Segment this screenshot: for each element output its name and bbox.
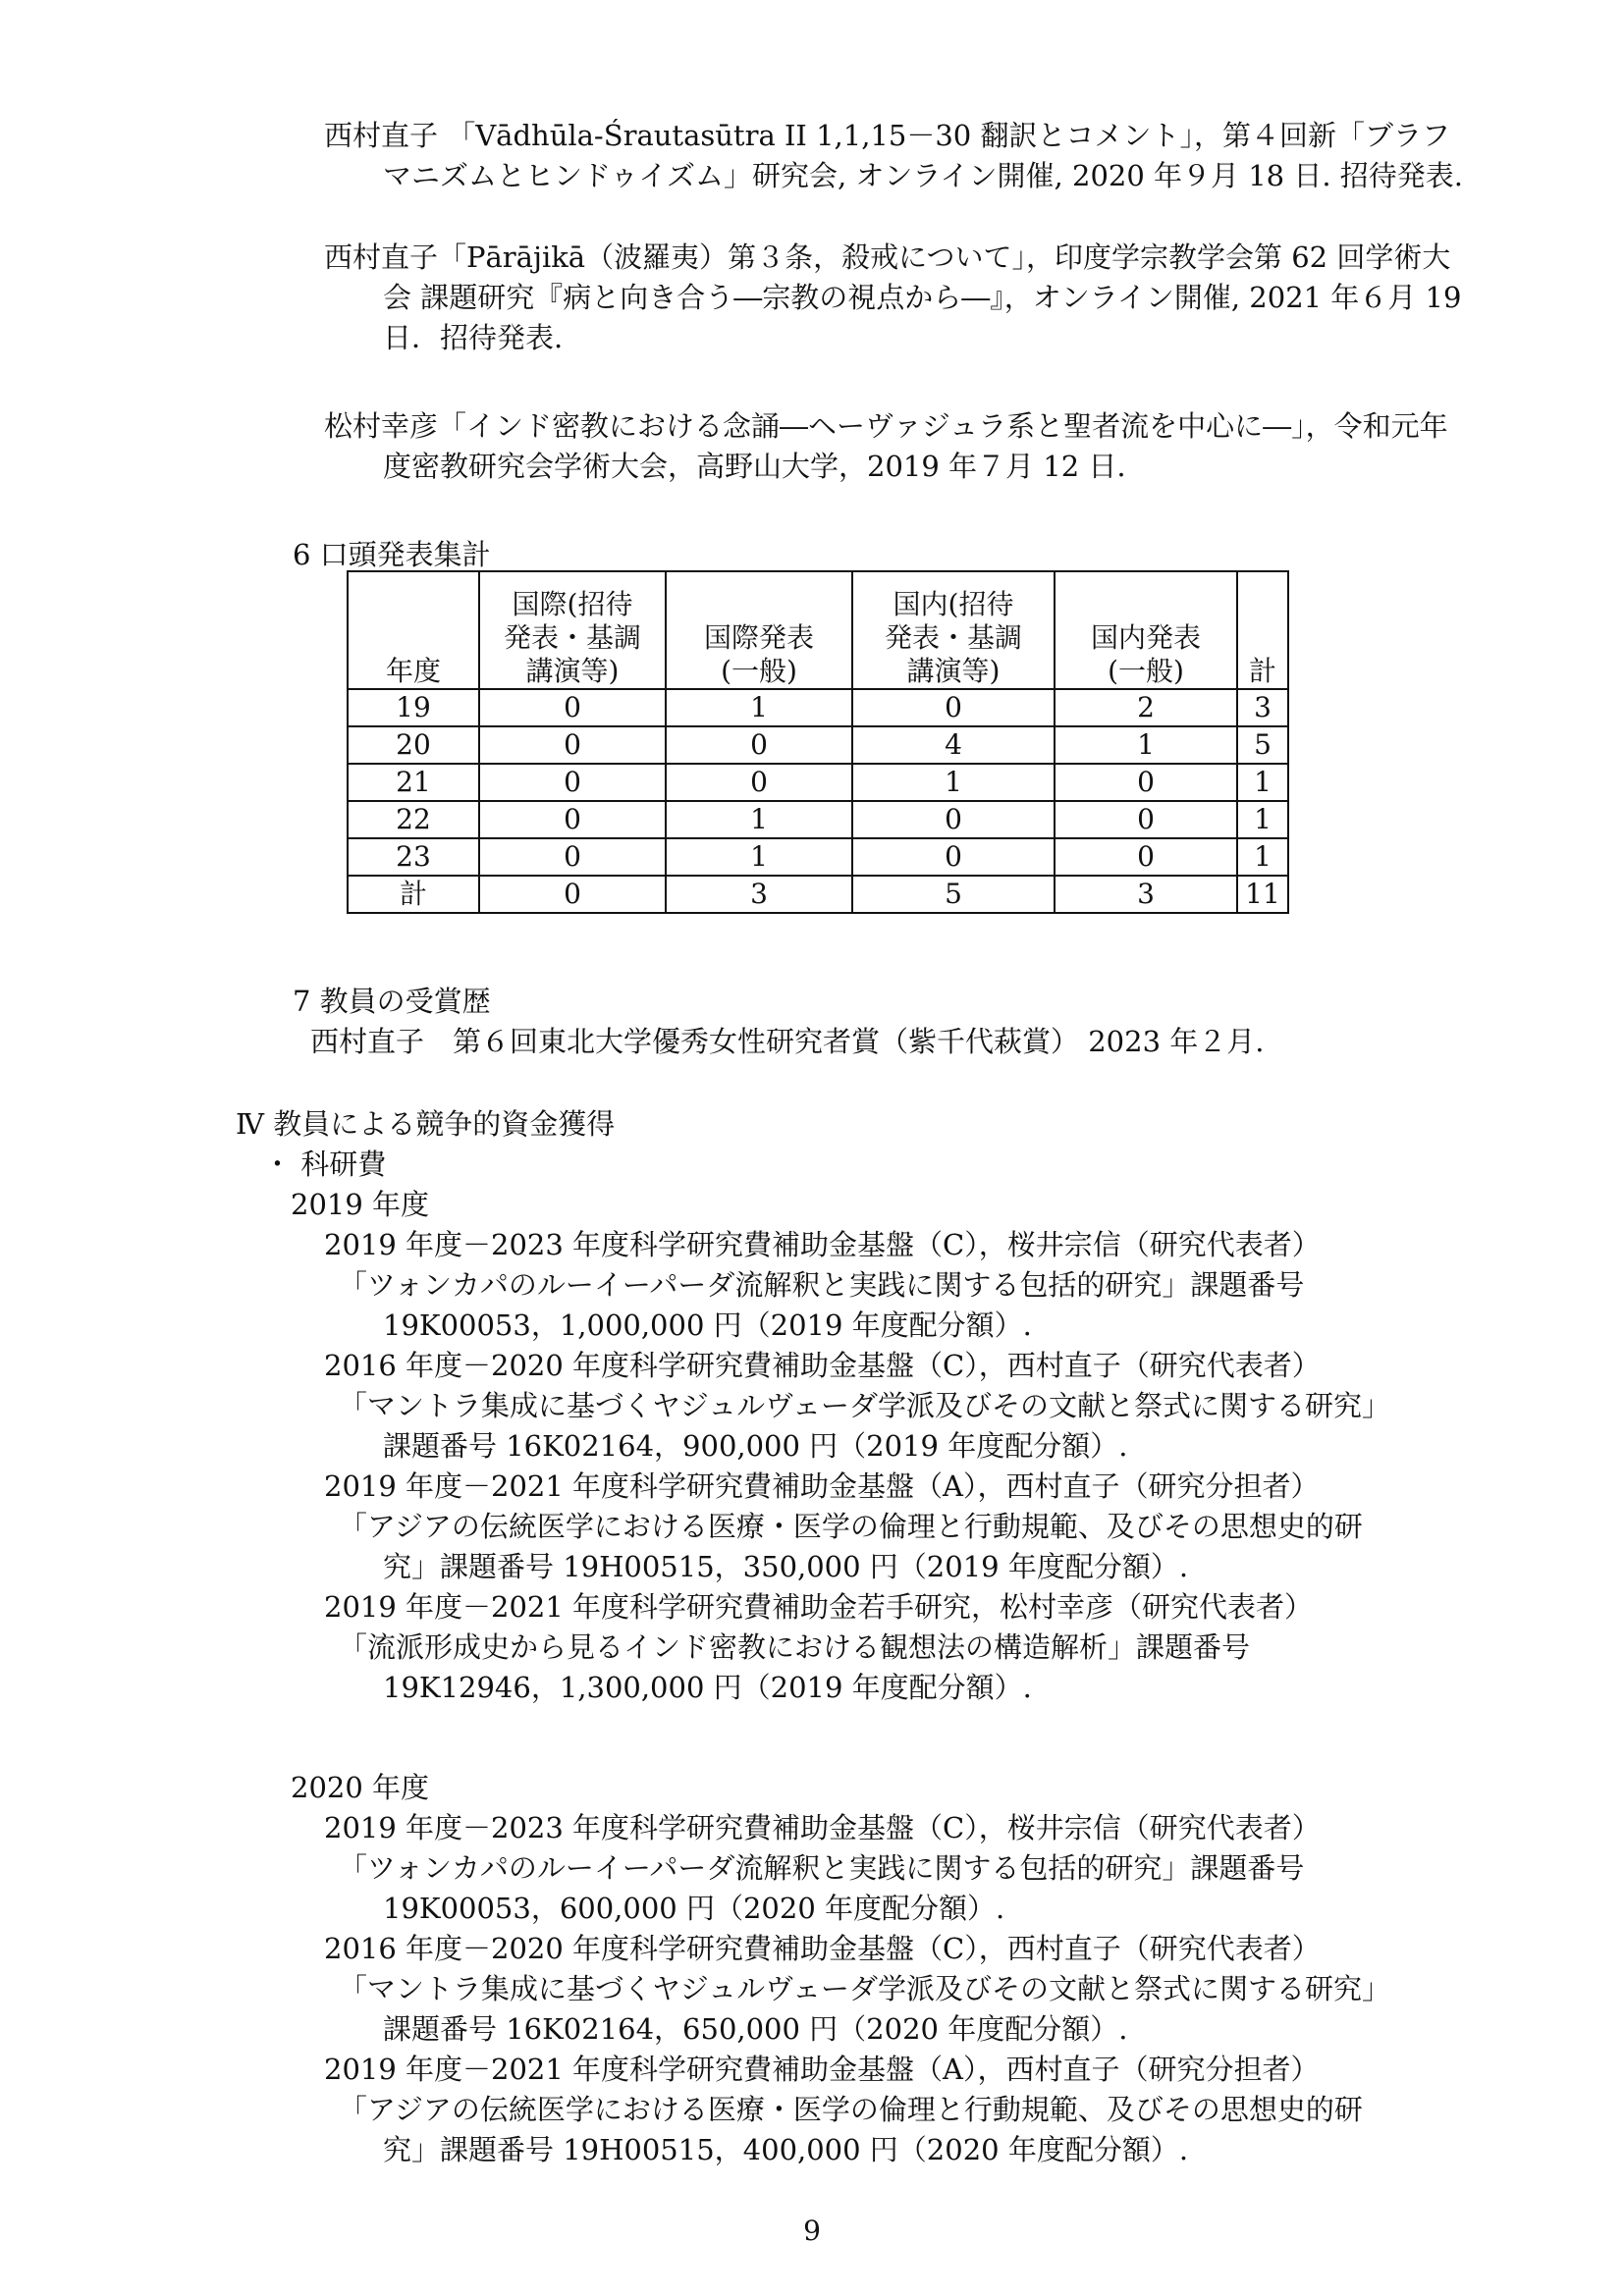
- grant-body: 「ツォンカパのルーイーパーダ流解釈と実践に関する包括的研究」課題番号 19K00053，600,000 円（2020 年度配分額）.: [339, 1851, 1305, 1925]
- presentation-entry: 西村直子 「Vādhūla-Śrautasūtra II 1,1,15－30 翻訳とコメント」，第４回新「ブラフマニズムとヒンドゥイズム」研究会, オンライン開催, 2020 年９月 18 日. 招待発表.: [324, 119, 1464, 192]
- grant-entry: [324, 1929, 1404, 2050]
- table-cell: 0: [479, 838, 666, 876]
- table-cell: 23: [348, 838, 479, 876]
- table-header-cell: 年度: [348, 571, 479, 689]
- table-cell: 20: [348, 726, 479, 764]
- table-cell: 1: [1237, 764, 1288, 801]
- grant-head: 2019 年度－2023 年度科学研究費補助金基盤（C），桜井宗信（研究代表者）: [324, 1811, 1321, 1844]
- presentation-entry: 松村幸彦「インド密教における念誦―ヘーヴァジュラ系と聖者流を中心に―」，令和元年度密教研究会学術大会，高野山大学，2019 年７月 12 日.: [324, 409, 1448, 483]
- table-row: [348, 764, 1288, 801]
- table-header-cell: 国際(招待 発表・基調 講演等): [479, 571, 666, 689]
- grant-entry: [324, 1225, 1404, 1346]
- table-cell: 0: [1055, 764, 1237, 801]
- grant-body: 「アジアの伝統医学における医療・医学の倫理と行動規範、及びその思想史的研究」課題番号 19H00515，350,000 円（2019 年度配分額）.: [339, 1510, 1363, 1583]
- table-header-cell: 国内発表 (一般): [1055, 571, 1237, 689]
- table-cell: 19: [348, 689, 479, 726]
- table-cell: 22: [348, 801, 479, 838]
- table-cell: 1: [666, 689, 852, 726]
- table-cell: 5: [852, 876, 1055, 913]
- table-header-row: [348, 571, 1288, 689]
- grant-entry: [324, 1808, 1404, 1929]
- table-cell: 0: [479, 689, 666, 726]
- grant-entry: [324, 1346, 1404, 1467]
- table-cell: 1: [1237, 838, 1288, 876]
- table-cell: 0: [852, 689, 1055, 726]
- table-cell: 11: [1237, 876, 1288, 913]
- grant-entry: [324, 1467, 1404, 1587]
- table-cell: 1: [666, 838, 852, 876]
- section-heading-oral-summary: 6 口頭発表集計: [293, 538, 491, 571]
- table-cell: 5: [1237, 726, 1288, 764]
- table-row: [348, 726, 1288, 764]
- table-cell: 0: [1055, 801, 1237, 838]
- grant-head: 2016 年度－2020 年度科学研究費補助金基盤（C），西村直子（研究代表者）: [324, 1349, 1321, 1382]
- table-row: [348, 689, 1288, 726]
- grant-entry: [324, 1587, 1404, 1708]
- table-cell: 0: [479, 876, 666, 913]
- page-number: 9: [803, 2215, 821, 2247]
- table-total-row: [348, 876, 1288, 913]
- table-cell: 1: [666, 801, 852, 838]
- year-heading: 2020 年度: [291, 1771, 430, 1804]
- table-cell: 0: [666, 764, 852, 801]
- grant-body: 「ツォンカパのルーイーパーダ流解釈と実践に関する包括的研究」課題番号 19K00053，1,000,000 円（2019 年度配分額）.: [339, 1268, 1305, 1342]
- grant-body: 「アジアの伝統医学における医療・医学の倫理と行動規範、及びその思想史的研究」課題番号 19H00515，400,000 円（2020 年度配分額）.: [339, 2093, 1363, 2166]
- grant-head: 2016 年度－2020 年度科学研究費補助金基盤（C），西村直子（研究代表者）: [324, 1932, 1321, 1965]
- grant-entry: [324, 2050, 1404, 2170]
- table-cell: 0: [479, 764, 666, 801]
- table-cell: 計: [348, 876, 479, 913]
- table-cell: 1: [1055, 726, 1237, 764]
- table-cell: 1: [852, 764, 1055, 801]
- grant-head: 2019 年度－2023 年度科学研究費補助金基盤（C），桜井宗信（研究代表者）: [324, 1228, 1321, 1261]
- grant-head: 2019 年度－2021 年度科学研究費補助金若手研究，松村幸彦（研究代表者）: [324, 1590, 1314, 1624]
- table-row: [348, 801, 1288, 838]
- grant-body: 「マントラ集成に基づくヤジュルヴェーダ学派及びその文献と祭式に関する研究」課題番号 16K02164，900,000 円（2019 年度配分額）.: [339, 1389, 1390, 1463]
- table-cell: 21: [348, 764, 479, 801]
- table-header-cell: 国内(招待 発表・基調 講演等): [852, 571, 1055, 689]
- table-header-cell: 国際発表 (一般): [666, 571, 852, 689]
- grant-body: 「マントラ集成に基づくヤジュルヴェーダ学派及びその文献と祭式に関する研究」課題番号 16K02164，650,000 円（2020 年度配分額）.: [339, 1972, 1390, 2046]
- table-cell: 2: [1055, 689, 1237, 726]
- table-cell: 1: [1237, 801, 1288, 838]
- table-cell: 0: [852, 838, 1055, 876]
- subheading-kakenhi: ・ 科研費: [263, 1148, 387, 1181]
- table-cell: 0: [479, 726, 666, 764]
- table-cell: 0: [666, 726, 852, 764]
- table-cell: 3: [1055, 876, 1237, 913]
- oral-presentation-table: [347, 570, 1289, 914]
- table-cell: 3: [666, 876, 852, 913]
- grant-head: 2019 年度－2021 年度科学研究費補助金基盤（A），西村直子（研究分担者）: [324, 2053, 1320, 2086]
- table-cell: 4: [852, 726, 1055, 764]
- grant-body: 「流派形成史から見るインド密教における観想法の構造解析」課題番号 19K12946，1,300,000 円（2019 年度配分額）.: [339, 1630, 1251, 1704]
- table-cell: 0: [1055, 838, 1237, 876]
- year-heading: 2019 年度: [291, 1188, 430, 1221]
- presentation-entry: 西村直子「Pārājikā（波羅夷）第３条，殺戒について」，印度学宗教学会第 62 回学術大会 課題研究『病と向き合う―宗教の視点から―』，オンライン開催, 2021 年６月 19 日．招待発表.: [324, 240, 1462, 354]
- table-row: [348, 838, 1288, 876]
- section-heading-funding: Ⅳ 教員による競争的資金獲得: [236, 1107, 616, 1141]
- table-cell: 3: [1237, 689, 1288, 726]
- award-entry: 西村直子 第６回東北大学優秀女性研究者賞（紫千代萩賞） 2023 年２月.: [310, 1025, 1265, 1058]
- table-cell: 0: [479, 801, 666, 838]
- section-heading-awards: 7 教員の受賞歴: [293, 985, 491, 1018]
- grant-head: 2019 年度－2021 年度科学研究費補助金基盤（A），西村直子（研究分担者）: [324, 1469, 1320, 1503]
- table-header-cell: 計: [1237, 571, 1288, 689]
- table-cell: 0: [852, 801, 1055, 838]
